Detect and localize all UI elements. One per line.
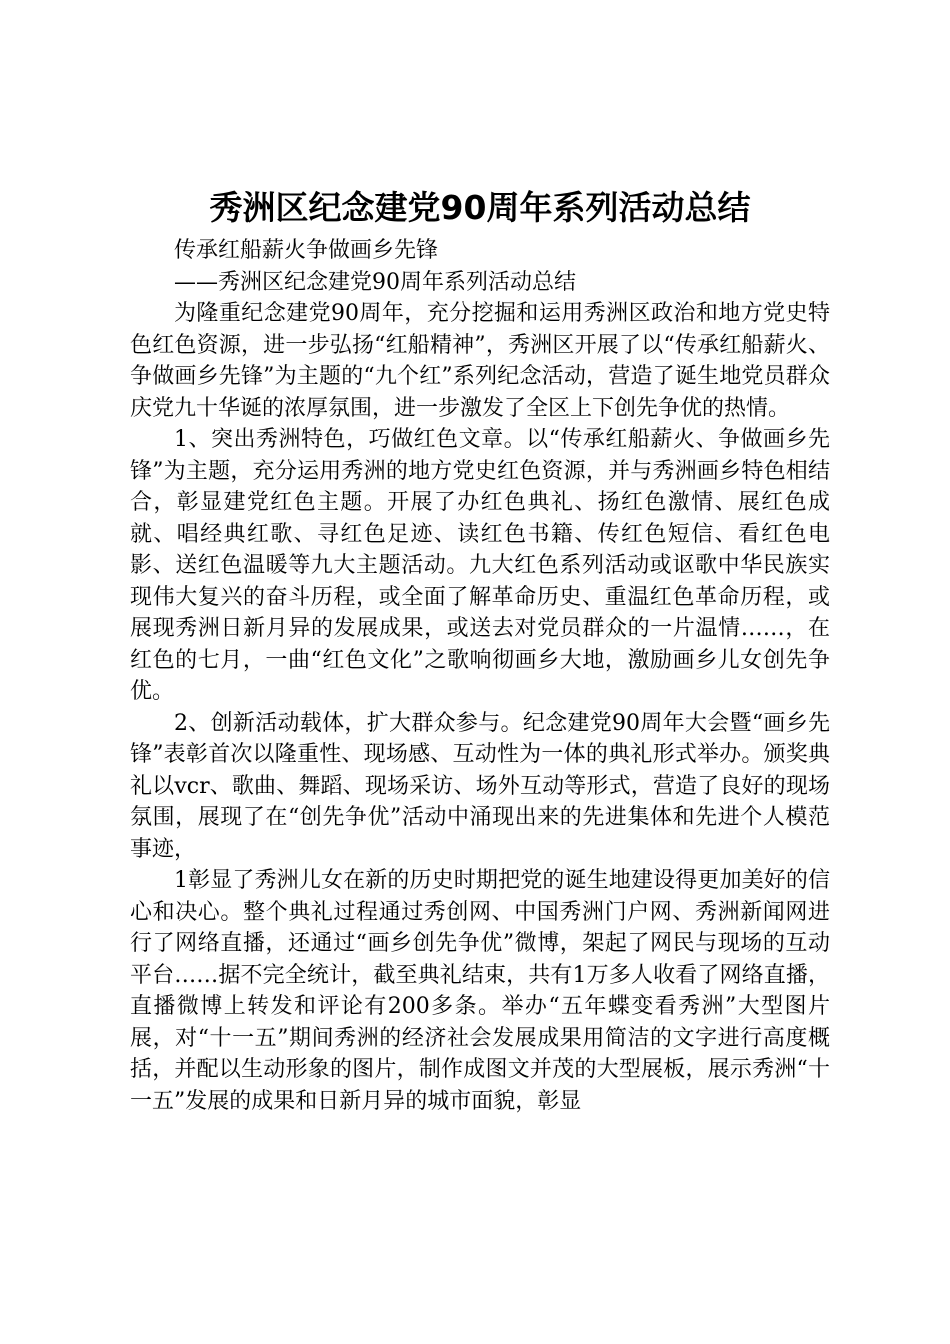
document-subtitle-secondary: ——秀洲区纪念建党90周年系列活动总结	[174, 269, 576, 295]
paragraph-intro: 为隆重纪念建党90周年，充分挖掘和运用秀洲区政治和地方党史特色红色资源，进一步弘扬“红船精神”，秀洲区开展了以“传承红船薪火、争做画乡先锋”为主题的“九个红”系列纪念活动，营造了诞生地党员群众庆党九十华诞的浓厚氛围，进一步激发了全区上下创先争优的热情。	[130, 301, 830, 421]
paragraph-section-2: 2、创新活动载体，扩大群众参与。纪念建党90周年大会暨“画乡先锋”表彰首次以隆重性、现场感、互动性为一体的典礼形式举办。颁奖典礼以vcr、歌曲、舞蹈、现场采访、场外互动等形式，营造了良好的现场氛围，展现了在“创先争优”活动中涌现出来的先进集体和先进个人模范事迹，	[130, 710, 830, 862]
paragraph-section-1: 1、突出秀洲特色，巧做红色文章。以“传承红船薪火、争做画乡先锋”为主题，充分运用秀洲的地方党史红色资源，并与秀洲画乡特色相结合，彰显建党红色主题。开展了办红色典礼、扬红色激情、展红色成就、唱经典红歌、寻红色足迹、读红色书籍、传红色短信、看红色电影、送红色温暖等九大主题活动。九大红色系列活动或讴歌中华民族实现伟大复兴的奋斗历程，或全面了解革命历史、重温红色革命历程，或展现秀洲日新月异的发展成果，或送去对党员群众的一片温情……，在红色的七月，一曲“红色文化”之歌响彻画乡大地，激励画乡儿女创先争优。	[130, 427, 830, 704]
document-subtitle: 传承红船薪火争做画乡先锋	[174, 238, 439, 263]
paragraph-section-2-continued: 1彰显了秀洲儿女在新的历史时期把党的诞生地建设得更加美好的信心和决心。整个典礼过程通过秀创网、中国秀洲门户网、秀洲新闻网进行了网络直播，还通过“画乡创先争优”微博，架起了网民与现场的互动平台……据不完全统计，截至典礼结束，共有1万多人收看了网络直播，直播微博上转发和评论有200多条。举办“五年蝶变看秀洲”大型图片展，对“十一五”期间秀洲的经济社会发展成果用简洁的文字进行高度概括，并配以生动形象的图片，制作成图文并茂的大型展板，展示秀洲“十一五”发展的成果和日新月异的城市面貌，彰显	[130, 868, 830, 1114]
document-body	[130, 235, 830, 1117]
document-title: 秀洲区纪念建党90周年系列活动总结	[209, 188, 751, 227]
